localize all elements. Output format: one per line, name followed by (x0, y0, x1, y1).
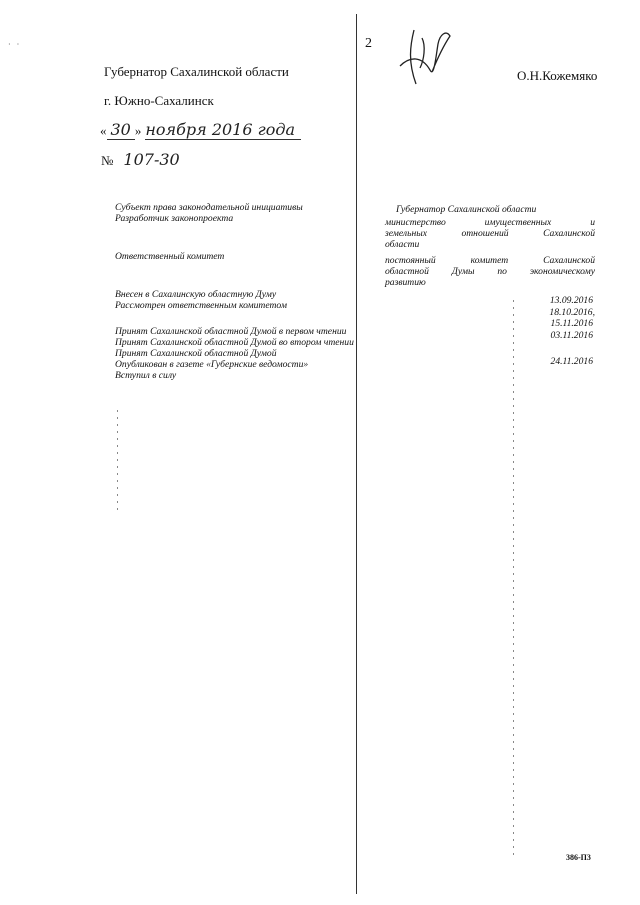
date-adopted: 24.11.2016 (550, 356, 593, 367)
issuer-title: Губернатор Сахалинской области (104, 64, 289, 79)
document-number (101, 150, 180, 170)
label-subject: Субъект права законодательной инициативы (115, 202, 303, 213)
label-first-reading: Принят Сахалинской областной Думой в первом чтении (115, 326, 347, 337)
value-committee-line1: постоянный комитет Сахалинской (385, 255, 595, 266)
label-second-reading: Принят Сахалинской областной Думой во втором чтении (115, 337, 354, 348)
left-scan-dashes (117, 410, 118, 510)
issue-date (100, 120, 301, 140)
issuer-city: г. Южно-Сахалинск (104, 93, 214, 108)
value-committee-line2: областной Думы по экономическому (385, 266, 595, 277)
label-published: Опубликован в газете «Губернские ведомости» (115, 359, 309, 370)
value-subject: Губернатор Сахалинской области (396, 204, 537, 215)
value-developer-line1: министерство имущественных и (385, 217, 595, 228)
value-developer-line3: области (385, 239, 420, 250)
date-close-quote: » (134, 123, 142, 138)
value-developer-line2: земельных отношений Сахалинской (385, 228, 595, 239)
signature-icon (392, 26, 462, 88)
label-in-force: Вступил в силу (115, 370, 177, 381)
label-adopted: Принят Сахалинской областной Думой (115, 348, 277, 359)
vertical-divider (356, 14, 357, 894)
date-reviewed-2: 15.11.2016 (550, 318, 593, 329)
label-reviewed: Рассмотрен ответственным комитетом (115, 300, 287, 311)
footer-code: 386-П3 (566, 853, 591, 862)
right-scan-dashes (513, 300, 514, 860)
date-first-reading: 03.11.2016 (550, 330, 593, 341)
number-value: 107-30 (123, 150, 180, 169)
date-reviewed-1: 18.10.2016, (549, 307, 595, 318)
page-number: 2 (365, 36, 372, 51)
date-month-year: ноября 2016 года (145, 120, 301, 140)
label-developer: Разработчик законопроекта (115, 213, 234, 224)
signature-name: О.Н.Кожемяко (517, 68, 598, 83)
date-day: 30 (107, 120, 135, 140)
date-submitted: 13.09.2016 (549, 295, 593, 306)
scan-specks: · · (8, 40, 20, 49)
number-sign: № (101, 153, 114, 168)
date-open-quote: « (100, 123, 107, 138)
label-submitted: Внесен в Сахалинскую областную Думу (115, 289, 277, 300)
value-committee-line3: развитию (385, 277, 426, 288)
label-committee: Ответственный комитет (115, 251, 225, 262)
